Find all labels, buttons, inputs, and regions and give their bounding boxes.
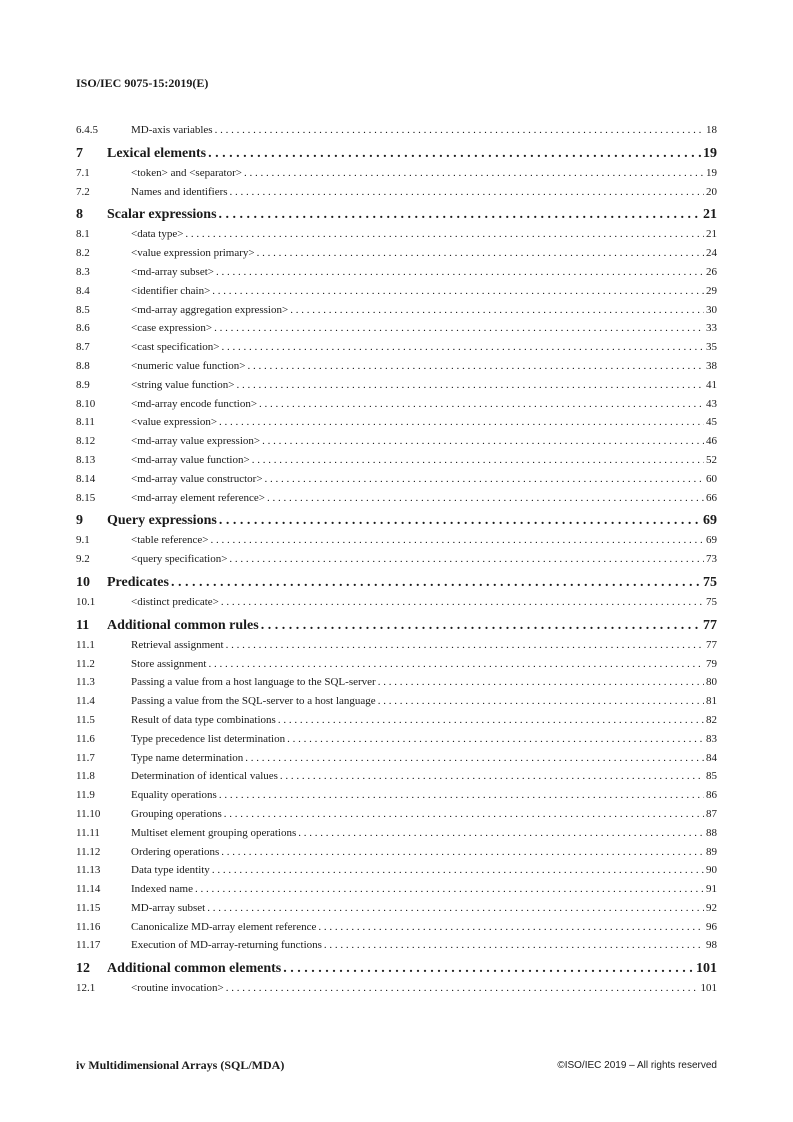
toc-entry-title: <string value function> bbox=[131, 378, 235, 391]
toc-entry-page: 81 bbox=[706, 695, 717, 708]
toc-entry-page: 90 bbox=[706, 864, 717, 877]
toc-entry-number: 11.14 bbox=[76, 883, 101, 896]
toc-entry-page: 33 bbox=[706, 322, 717, 335]
toc-entry-title: Grouping operations bbox=[131, 807, 222, 820]
toc-entry-page: 24 bbox=[706, 247, 717, 260]
toc-entry-page: 91 bbox=[706, 883, 717, 896]
toc-entry-number: 8 bbox=[76, 207, 83, 223]
toc-subsection-entry[interactable] bbox=[76, 658, 717, 677]
toc-dot-leader bbox=[219, 416, 704, 428]
toc-entry-page: 98 bbox=[706, 939, 717, 952]
toc-subsection-entry[interactable] bbox=[76, 167, 717, 186]
toc-subsection-entry[interactable] bbox=[76, 398, 717, 417]
toc-entry-title: <md-array subset> bbox=[131, 265, 214, 278]
toc-entry-title: Additional common rules bbox=[107, 617, 259, 633]
toc-subsection-entry[interactable] bbox=[76, 266, 717, 285]
toc-entry-number: 11.13 bbox=[76, 864, 101, 877]
toc-entry-title: <routine invocation> bbox=[131, 982, 224, 995]
toc-entry-number: 11.15 bbox=[76, 901, 101, 914]
toc-entry-title: Indexed name bbox=[131, 883, 193, 896]
toc-entry-page: 82 bbox=[706, 713, 717, 726]
toc-dot-leader bbox=[221, 596, 704, 608]
toc-entry-number: 10 bbox=[76, 574, 90, 590]
toc-subsection-entry[interactable] bbox=[76, 982, 717, 1001]
toc-dot-leader bbox=[221, 846, 704, 858]
toc-subsection-entry[interactable] bbox=[76, 921, 717, 940]
toc-subsection-entry[interactable] bbox=[76, 714, 717, 733]
toc-dot-leader bbox=[257, 247, 704, 259]
toc-dot-leader bbox=[298, 827, 704, 839]
toc-entry-title: <md-array element reference> bbox=[131, 491, 265, 504]
toc-subsection-entry[interactable] bbox=[76, 228, 717, 247]
toc-dot-leader bbox=[210, 534, 704, 546]
toc-entry-title: Scalar expressions bbox=[107, 207, 217, 223]
toc-entry-number: 11.11 bbox=[76, 826, 100, 839]
toc-subsection-entry[interactable] bbox=[76, 864, 717, 883]
toc-subsection-entry[interactable] bbox=[76, 827, 717, 846]
toc-entry-number: 11.16 bbox=[76, 920, 101, 933]
toc-entry-number: 8.6 bbox=[76, 322, 90, 335]
toc-entry-number: 11.4 bbox=[76, 695, 95, 708]
toc-subsection-entry[interactable] bbox=[76, 360, 717, 379]
toc-entry-title: Multiset element grouping operations bbox=[131, 826, 297, 839]
toc-entry-title: Canonicalize MD-array element reference bbox=[131, 920, 317, 933]
toc-entry-title: <md-array aggregation expression> bbox=[131, 303, 289, 316]
toc-entry-number: 11.1 bbox=[76, 638, 95, 651]
toc-subsection-entry[interactable] bbox=[76, 770, 717, 789]
toc-dot-leader bbox=[378, 676, 704, 688]
toc-entry-title: <identifier chain> bbox=[131, 284, 211, 297]
toc-entry-number: 10.1 bbox=[76, 595, 96, 608]
toc-entry-number: 8.12 bbox=[76, 435, 96, 448]
toc-dot-leader bbox=[236, 379, 704, 391]
toc-entry-page: 43 bbox=[706, 397, 717, 410]
toc-subsection-entry[interactable] bbox=[76, 124, 717, 143]
toc-subsection-entry[interactable] bbox=[76, 596, 717, 615]
toc-entry-page: 38 bbox=[706, 359, 717, 372]
toc-subsection-entry[interactable] bbox=[76, 883, 717, 902]
toc-subsection-entry[interactable] bbox=[76, 186, 717, 205]
toc-entry-page: 69 bbox=[706, 534, 717, 547]
toc-entry-title: Determination of identical values bbox=[131, 770, 278, 783]
toc-subsection-entry[interactable] bbox=[76, 416, 717, 435]
toc-entry-title: <md-array encode function> bbox=[131, 397, 258, 410]
document-header: ISO/IEC 9075-15:2019(E) bbox=[76, 76, 209, 90]
toc-dot-leader bbox=[280, 770, 704, 782]
toc-dot-leader bbox=[267, 492, 704, 504]
toc-subsection-entry[interactable] bbox=[76, 553, 717, 572]
toc-entry-title: <cast specification> bbox=[131, 341, 220, 354]
toc-entry-page: 18 bbox=[706, 124, 717, 136]
toc-dot-leader bbox=[226, 982, 699, 994]
toc-entry-number: 9.1 bbox=[76, 534, 90, 547]
toc-entry-page: 60 bbox=[706, 472, 717, 485]
toc-entry-page: 77 bbox=[706, 638, 717, 651]
toc-entry-title: Ordering operations bbox=[131, 845, 220, 858]
toc-entry-page: 20 bbox=[706, 185, 717, 198]
toc-entry-number: 8.8 bbox=[76, 359, 90, 372]
toc-dot-leader bbox=[245, 752, 704, 764]
toc-dot-leader bbox=[215, 124, 704, 136]
toc-entry-page: 86 bbox=[706, 789, 717, 802]
toc-entry-title: Retrieval assignment bbox=[131, 638, 224, 651]
toc-dot-leader bbox=[219, 789, 704, 801]
toc-entry-number: 11.12 bbox=[76, 845, 101, 858]
toc-entry-page: 35 bbox=[706, 341, 717, 354]
toc-entry-title: <numeric value function> bbox=[131, 359, 246, 372]
toc-dot-leader bbox=[214, 322, 704, 334]
toc-entry-number: 8.4 bbox=[76, 284, 90, 297]
toc-entry-page: 52 bbox=[706, 453, 717, 466]
toc-dot-leader bbox=[259, 398, 704, 410]
toc-entry-number: 11.6 bbox=[76, 732, 95, 745]
toc-entry-number: 8.7 bbox=[76, 341, 90, 354]
toc-dot-leader bbox=[219, 513, 701, 529]
toc-entry-title: <md-array value function> bbox=[131, 453, 250, 466]
toc-subsection-entry[interactable] bbox=[76, 939, 717, 958]
toc-entry-number: 8.15 bbox=[76, 491, 96, 504]
toc-dot-leader bbox=[224, 808, 704, 820]
toc-subsection-entry[interactable] bbox=[76, 492, 717, 511]
toc-subsection-entry[interactable] bbox=[76, 733, 717, 752]
toc-entry-title: Passing a value from a host language to the SQL-server bbox=[131, 676, 376, 689]
toc-subsection-entry[interactable] bbox=[76, 752, 717, 771]
toc-section-entry[interactable] bbox=[76, 615, 717, 639]
toc-dot-leader bbox=[244, 167, 704, 179]
toc-entry-page: 89 bbox=[706, 845, 717, 858]
toc-entry-page: 19 bbox=[703, 145, 717, 161]
toc-dot-leader bbox=[283, 961, 694, 977]
toc-entry-page: 41 bbox=[706, 378, 717, 391]
toc-entry-number: 8.1 bbox=[76, 228, 90, 241]
toc-subsection-entry[interactable] bbox=[76, 473, 717, 492]
toc-dot-leader bbox=[265, 473, 704, 485]
toc-entry-title: <table reference> bbox=[131, 534, 209, 547]
toc-entry-number: 12 bbox=[76, 961, 90, 977]
toc-subsection-entry[interactable] bbox=[76, 247, 717, 266]
toc-entry-title: Names and identifiers bbox=[131, 185, 228, 198]
toc-entry-title: Predicates bbox=[107, 574, 169, 590]
toc-entry-number: 11.7 bbox=[76, 751, 95, 764]
toc-entry-title: <md-array value expression> bbox=[131, 435, 261, 448]
toc-subsection-entry[interactable] bbox=[76, 454, 717, 473]
toc-dot-leader bbox=[208, 658, 704, 670]
toc-entry-number: 7.2 bbox=[76, 185, 90, 198]
toc-dot-leader bbox=[378, 695, 704, 707]
toc-entry-title: <value expression> bbox=[131, 416, 218, 429]
toc-dot-leader bbox=[287, 733, 704, 745]
toc-subsection-entry[interactable] bbox=[76, 789, 717, 808]
toc-dot-leader bbox=[261, 618, 701, 634]
toc-entry-number: 12.1 bbox=[76, 982, 96, 995]
toc-entry-page: 26 bbox=[706, 265, 717, 278]
toc-entry-number: 11.17 bbox=[76, 939, 101, 952]
toc-entry-page: 101 bbox=[696, 961, 717, 977]
toc-entry-page: 66 bbox=[706, 491, 717, 504]
toc-entry-title: MD-axis variables bbox=[131, 124, 213, 136]
toc-entry-number: 8.9 bbox=[76, 378, 90, 391]
toc-entry-number: 11.8 bbox=[76, 770, 95, 783]
toc-subsection-entry[interactable] bbox=[76, 676, 717, 695]
toc-entry-title: Lexical elements bbox=[107, 145, 207, 161]
toc-entry-page: 75 bbox=[703, 574, 717, 590]
toc-entry-page: 96 bbox=[706, 920, 717, 933]
toc-section-entry[interactable] bbox=[76, 958, 717, 982]
toc-dot-leader bbox=[195, 883, 704, 895]
toc-entry-number: 11.10 bbox=[76, 807, 101, 820]
toc-entry-page: 69 bbox=[703, 513, 717, 529]
toc-dot-leader bbox=[230, 186, 704, 198]
toc-entry-title: <value expression primary> bbox=[131, 247, 255, 260]
toc-dot-leader bbox=[324, 939, 704, 951]
footer-page-label: iv Multidimensional Arrays (SQL/MDA) bbox=[76, 1058, 285, 1072]
toc-dot-leader bbox=[318, 921, 704, 933]
toc-entry-title: <token> and <separator> bbox=[131, 166, 242, 179]
toc-subsection-entry[interactable] bbox=[76, 695, 717, 714]
footer-copyright: ©ISO/IEC 2019 – All rights reserved bbox=[557, 1060, 717, 1071]
toc-entry-page: 45 bbox=[706, 416, 717, 429]
toc-entry-page: 87 bbox=[706, 807, 717, 820]
toc-section-entry[interactable] bbox=[76, 510, 717, 534]
toc-entry-number: 9.2 bbox=[76, 553, 90, 566]
toc-dot-leader bbox=[216, 266, 704, 278]
toc-entry-number: 8.2 bbox=[76, 247, 90, 260]
toc-entry-number: 8.5 bbox=[76, 303, 90, 316]
toc-entry-number: 11 bbox=[76, 617, 90, 633]
toc-dot-leader bbox=[278, 714, 704, 726]
toc-entry-title: MD-array subset bbox=[131, 901, 206, 914]
toc-entry-title: Data type identity bbox=[131, 864, 210, 877]
toc-dot-leader bbox=[212, 864, 704, 876]
toc-entry-title: <md-array value constructor> bbox=[131, 472, 263, 485]
toc-entry-number: 7.1 bbox=[76, 166, 90, 179]
toc-entry-page: 101 bbox=[700, 982, 717, 995]
toc-entry-page: 21 bbox=[706, 228, 717, 241]
toc-entry-number: 8.13 bbox=[76, 453, 96, 466]
toc-entry-page: 46 bbox=[706, 435, 717, 448]
toc-entry-number: 11.3 bbox=[76, 676, 95, 689]
toc-dot-leader bbox=[185, 228, 704, 240]
toc-entry-page: 19 bbox=[706, 166, 717, 179]
toc-dot-leader bbox=[208, 146, 701, 162]
toc-subsection-entry[interactable] bbox=[76, 902, 717, 921]
toc-entry-number: 8.14 bbox=[76, 472, 96, 485]
toc-subsection-entry[interactable] bbox=[76, 534, 717, 553]
toc-subsection-entry[interactable] bbox=[76, 379, 717, 398]
toc-entry-title: Additional common elements bbox=[107, 961, 282, 977]
toc-dot-leader bbox=[171, 575, 701, 591]
toc-entry-title: Equality operations bbox=[131, 789, 217, 802]
toc-subsection-entry[interactable] bbox=[76, 639, 717, 658]
toc-entry-title: <query specification> bbox=[131, 553, 228, 566]
toc-entry-title: Type precedence list determination bbox=[131, 732, 286, 745]
toc-dot-leader bbox=[226, 639, 704, 651]
toc-entry-title: Result of data type combinations bbox=[131, 713, 276, 726]
toc-entry-page: 80 bbox=[706, 676, 717, 689]
toc-entry-title: <data type> bbox=[131, 228, 184, 241]
table-of-contents bbox=[76, 124, 717, 1001]
toc-subsection-entry[interactable] bbox=[76, 322, 717, 341]
toc-section-entry[interactable] bbox=[76, 572, 717, 596]
toc-entry-page: 84 bbox=[706, 751, 717, 764]
toc-entry-page: 29 bbox=[706, 284, 717, 297]
toc-entry-page: 85 bbox=[706, 770, 717, 783]
toc-subsection-entry[interactable] bbox=[76, 341, 717, 360]
toc-entry-number: 8.10 bbox=[76, 397, 96, 410]
toc-entry-title: Execution of MD-array-returning functions bbox=[131, 939, 322, 952]
toc-dot-leader bbox=[221, 341, 704, 353]
toc-subsection-entry[interactable] bbox=[76, 285, 717, 304]
toc-entry-number: 8.3 bbox=[76, 265, 90, 278]
toc-entry-number: 11.2 bbox=[76, 657, 95, 670]
toc-entry-title: Store assignment bbox=[131, 657, 207, 670]
toc-entry-page: 92 bbox=[706, 901, 717, 914]
toc-entry-page: 79 bbox=[706, 657, 717, 670]
toc-subsection-entry[interactable] bbox=[76, 435, 717, 454]
toc-entry-page: 77 bbox=[703, 617, 717, 633]
toc-entry-page: 88 bbox=[706, 826, 717, 839]
toc-entry-page: 21 bbox=[703, 207, 717, 223]
toc-subsection-entry[interactable] bbox=[76, 304, 717, 323]
toc-entry-number: 11.5 bbox=[76, 713, 95, 726]
toc-dot-leader bbox=[212, 285, 704, 297]
toc-dot-leader bbox=[247, 360, 704, 372]
toc-entry-number: 7 bbox=[76, 145, 83, 161]
toc-entry-title: Query expressions bbox=[107, 513, 217, 529]
toc-dot-leader bbox=[290, 304, 704, 316]
toc-entry-page: 30 bbox=[706, 303, 717, 316]
toc-entry-number: 9 bbox=[76, 513, 83, 529]
toc-dot-leader bbox=[252, 454, 704, 466]
toc-dot-leader bbox=[207, 902, 704, 914]
toc-subsection-entry[interactable] bbox=[76, 846, 717, 865]
toc-entry-number: 11.9 bbox=[76, 789, 95, 802]
toc-entry-page: 83 bbox=[706, 732, 717, 745]
toc-dot-leader bbox=[219, 207, 701, 223]
toc-dot-leader bbox=[229, 553, 704, 565]
toc-subsection-entry[interactable] bbox=[76, 808, 717, 827]
toc-entry-title: Type name determination bbox=[131, 751, 244, 764]
toc-entry-page: 75 bbox=[706, 595, 717, 608]
toc-section-entry[interactable] bbox=[76, 143, 717, 167]
toc-entry-number: 8.11 bbox=[76, 416, 95, 429]
toc-section-entry[interactable] bbox=[76, 204, 717, 228]
toc-entry-page: 73 bbox=[706, 553, 717, 566]
toc-dot-leader bbox=[262, 435, 704, 447]
toc-entry-number: 6.4.5 bbox=[76, 124, 98, 136]
toc-entry-title: <case expression> bbox=[131, 322, 213, 335]
toc-entry-title: <distinct predicate> bbox=[131, 595, 219, 608]
toc-entry-title: Passing a value from the SQL-server to a host language bbox=[131, 695, 376, 708]
